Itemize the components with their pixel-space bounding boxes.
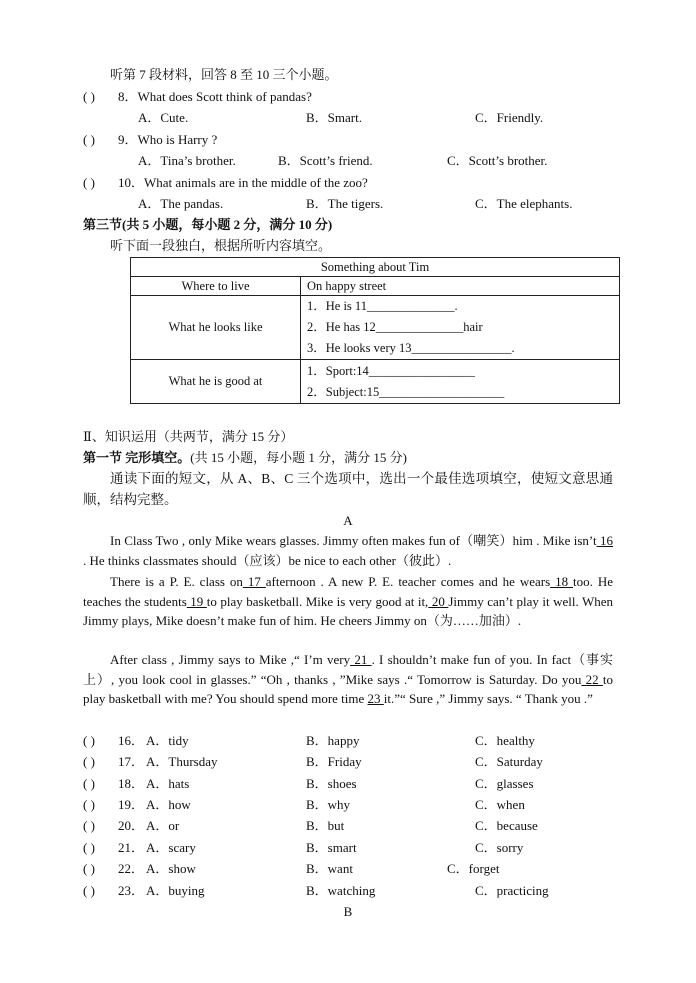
option-a: A．show xyxy=(146,861,196,876)
question-number: 17． xyxy=(118,754,145,769)
option-c: C．practicing xyxy=(475,883,549,898)
blank-22: 22 xyxy=(581,671,603,687)
option-c: C．glasses xyxy=(475,776,534,791)
option-b: B．The tigers. xyxy=(306,196,384,211)
part3-instruction: 听下面一段独白，根据所听内容填空。 xyxy=(110,238,332,253)
text: In Class Two , only Mike wears glasses. Jimmy often makes fun of（嘲笑）him . Mike isn’t xyxy=(110,533,597,548)
question-number: 18． xyxy=(118,776,145,791)
option-a: A．hats xyxy=(146,776,190,791)
text: . He thinks classmates should（应该）be nice to each other（彼此）. xyxy=(83,552,452,568)
option-b: B．want xyxy=(306,861,353,876)
option-c: C．healthy xyxy=(475,733,535,748)
option-b: B．but xyxy=(306,818,345,833)
option-a: A．how xyxy=(146,797,191,812)
option-c: C．because xyxy=(475,818,538,833)
row-value-where: On happy street xyxy=(301,277,620,296)
answer-blank: ( ) xyxy=(83,776,95,791)
passage-label: A xyxy=(343,513,353,528)
good-at-item: 1．Sport:14_________________ xyxy=(307,363,476,378)
question-number: 16． xyxy=(118,733,145,748)
option-a: A．buying xyxy=(146,883,205,898)
cloze-instruction: 通读下面的短文，从 A、B、C 三个选项中，选出一个最佳选项填空，使短文意思通顺，结构完整。 xyxy=(83,471,613,507)
answer-blank: ( ) xyxy=(83,797,95,812)
good-at-item: 2．Subject:15____________________ xyxy=(307,384,505,399)
answer-blank: ( ) xyxy=(83,818,95,833)
option-a: A．Tina’s brother. xyxy=(138,153,236,168)
answer-blank: ( ) xyxy=(83,175,95,190)
blank-21: 21 xyxy=(350,652,372,667)
blank-17: 17 xyxy=(242,574,266,589)
passage-paragraph-2 xyxy=(83,572,613,631)
blank-19: 19 xyxy=(186,593,207,609)
option-b: B．Friday xyxy=(306,754,362,769)
text: to play basketball with me? You should spend more time xyxy=(83,671,614,706)
question-number: 23． xyxy=(118,883,145,898)
answer-blank: ( ) xyxy=(83,883,95,898)
question-stem: 9．Who is Harry ? xyxy=(118,132,218,147)
looks-item: 2．He has 12______________hair xyxy=(307,320,483,334)
next-passage-label: B xyxy=(343,904,353,919)
row-value-looks xyxy=(301,296,620,360)
option-b: B．shoes xyxy=(306,776,357,791)
option-b: B．Smart. xyxy=(306,110,362,125)
looks-item: 1．He is 11______________. xyxy=(307,299,458,313)
answer-blank: ( ) xyxy=(83,754,95,769)
cloze-title-line xyxy=(83,449,407,467)
option-c: C．Friendly. xyxy=(475,110,544,125)
info-table xyxy=(130,257,620,404)
option-c: C．sorry xyxy=(475,840,524,855)
option-b: B．why xyxy=(306,797,351,812)
cloze-desc: (共 15 小题，每小题 1 分，满分 15 分) xyxy=(190,450,407,465)
question-number: 22． xyxy=(118,861,145,876)
question-stem: 8．What does Scott think of pandas? xyxy=(118,89,312,104)
passage-paragraph-1 xyxy=(83,531,613,570)
answer-blank: ( ) xyxy=(83,861,95,876)
section-2-title: Ⅱ、知识运用（共两节，满分 15 分） xyxy=(83,429,294,444)
option-a: A．The pandas. xyxy=(138,196,224,211)
question-number: 20． xyxy=(118,818,145,833)
answer-blank: ( ) xyxy=(83,840,95,855)
row-label-looks: What he looks like xyxy=(131,296,301,360)
text: After class , Jimmy says to Mike ,“ I’m very xyxy=(110,652,351,667)
text: too. He teaches the students xyxy=(83,574,614,609)
option-c: C．Saturday xyxy=(475,754,543,769)
row-value-good-at xyxy=(301,360,620,404)
option-c: C．forget xyxy=(447,861,500,876)
text: There is a P. E. class on xyxy=(110,574,243,589)
question-stem: 10．What animals are in the middle of the zoo? xyxy=(118,175,368,190)
part3-title: 第三节(共 5 小题，每小题 2 分，满分 10 分) xyxy=(83,217,333,232)
option-b: B．smart xyxy=(306,840,357,855)
option-c: C．when xyxy=(475,797,525,812)
answer-blank: ( ) xyxy=(83,733,95,748)
option-a: A．tidy xyxy=(146,733,189,748)
question-number: 19． xyxy=(118,797,145,812)
option-b: B．happy xyxy=(306,733,360,748)
text: afternoon . A new P. E. teacher comes and he wears xyxy=(265,574,551,589)
blank-18: 18 xyxy=(550,574,574,589)
option-a: A．Cute. xyxy=(138,110,189,125)
question-number: 21． xyxy=(118,840,145,855)
text: it.”“ Sure ,” Jimmy says. “ Thank you .” xyxy=(383,691,593,706)
option-b: B．watching xyxy=(306,883,376,898)
text: Jimmy can’t play it well. When Jimmy plays, Mike doesn’t make fun of him. He cheers Jimmy on（为……加油）. xyxy=(83,593,614,628)
option-c: C．The elephants. xyxy=(475,196,573,211)
cloze-title: 第一节 完形填空。 xyxy=(83,450,191,465)
looks-item: 3．He looks very 13________________. xyxy=(307,341,515,355)
row-label-where: Where to live xyxy=(131,277,301,296)
option-c: C．Scott’s brother. xyxy=(447,153,548,168)
blank-16: 16 xyxy=(596,533,613,548)
listening-intro-7: 听第 7 段材料，回答 8 至 10 三个小题。 xyxy=(110,67,338,82)
answer-blank: ( ) xyxy=(83,132,95,147)
option-a: A．scary xyxy=(146,840,196,855)
table-title: Something about Tim xyxy=(131,258,620,277)
text: to play basketball. Mike is very good at it, xyxy=(206,593,429,609)
row-label-good-at: What he is good at xyxy=(131,360,301,404)
option-a: A．Thursday xyxy=(146,754,218,769)
answer-blank: ( ) xyxy=(83,89,95,104)
option-b: B．Scott’s friend. xyxy=(278,153,373,168)
blank-23: 23 xyxy=(367,691,384,706)
text: . I shouldn’t make fun of you. In fact（事实上）, you look cool in glasses.” “Oh , thanks , ”Mike says .“ Tomorrow is Saturday. Do you xyxy=(83,652,614,687)
option-a: A．or xyxy=(146,818,180,833)
passage-paragraph-3 xyxy=(83,650,613,709)
blank-20: 20 xyxy=(428,593,449,609)
